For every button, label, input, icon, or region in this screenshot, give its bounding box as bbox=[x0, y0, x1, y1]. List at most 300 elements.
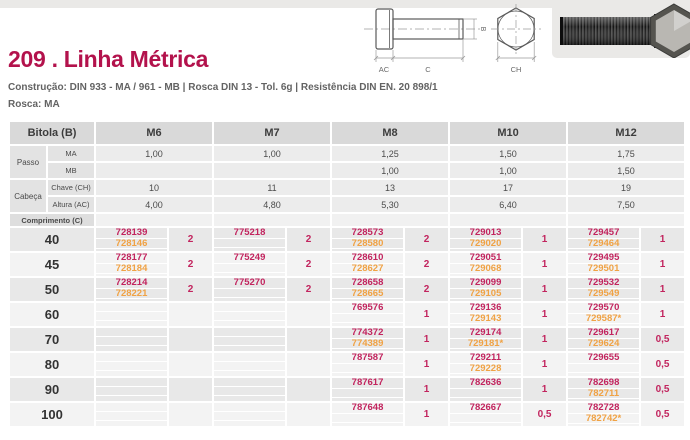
qty-cell: 1 bbox=[641, 228, 684, 251]
code-cell bbox=[568, 303, 639, 326]
code-strips bbox=[332, 353, 403, 376]
spec-value: 6,40 bbox=[450, 197, 566, 212]
spec-sub-label: MA bbox=[48, 146, 94, 161]
qty-cell: 0,5 bbox=[641, 353, 684, 376]
product-code-mb: 729143 bbox=[450, 314, 521, 324]
product-code-ma: 728573 bbox=[332, 228, 403, 238]
code-cell bbox=[214, 303, 285, 326]
qty-cell: 0,5 bbox=[523, 403, 566, 426]
spec-group-label: Passo bbox=[10, 146, 46, 178]
product-code-ma: 787617 bbox=[332, 378, 403, 388]
product-code-mb: 774389 bbox=[332, 339, 403, 349]
code-strips bbox=[450, 303, 521, 326]
product-code-mb bbox=[450, 389, 521, 397]
code-strips bbox=[214, 278, 285, 301]
code-strip-spacer bbox=[96, 346, 167, 351]
code-strip-spacer bbox=[568, 424, 639, 426]
code-strips bbox=[332, 253, 403, 276]
qty-cell bbox=[169, 303, 212, 326]
dim-label-ch: CH bbox=[510, 65, 522, 74]
product-code-ma: 729099 bbox=[450, 278, 521, 288]
code-cell bbox=[450, 328, 521, 351]
qty-cell bbox=[169, 353, 212, 376]
size-header: M6 bbox=[96, 122, 212, 144]
product-code-mb bbox=[214, 337, 285, 345]
product-code-mb bbox=[214, 239, 285, 247]
spec-value bbox=[96, 163, 212, 178]
code-cell bbox=[96, 278, 167, 301]
qty-cell bbox=[287, 303, 330, 326]
code-strip-spacer bbox=[332, 323, 403, 327]
product-code-ma bbox=[96, 378, 167, 386]
code-strips bbox=[214, 378, 285, 401]
code-cell bbox=[214, 328, 285, 351]
product-code-mb: 728146 bbox=[96, 239, 167, 249]
qty-cell: 1 bbox=[523, 353, 566, 376]
code-strips bbox=[96, 378, 167, 401]
product-code-mb bbox=[332, 414, 403, 422]
code-strips bbox=[332, 278, 403, 301]
code-strip-spacer bbox=[214, 321, 285, 326]
product-code-mb bbox=[96, 412, 167, 420]
construction-spec: Construção: DIN 933 - MA / 961 - MB | Rosca DIN 13 - Tol. 6g | Resistência DIN EN. 20 898/1 bbox=[8, 82, 438, 93]
code-strips bbox=[332, 228, 403, 251]
code-strip-spacer bbox=[568, 249, 639, 251]
qty-cell bbox=[287, 353, 330, 376]
code-cell bbox=[568, 228, 639, 251]
bolt-technical-drawing bbox=[338, 2, 550, 84]
product-code-ma: 729570 bbox=[568, 303, 639, 313]
table-row bbox=[10, 353, 684, 376]
code-strips bbox=[568, 378, 639, 401]
qty-cell: 1 bbox=[523, 303, 566, 326]
code-strip-spacer bbox=[450, 349, 521, 351]
product-code-ma: 782698 bbox=[568, 378, 639, 388]
code-strips bbox=[96, 278, 167, 301]
code-cell bbox=[568, 353, 639, 376]
qty-cell: 2 bbox=[169, 253, 212, 276]
product-code-mb bbox=[214, 412, 285, 420]
code-strips bbox=[214, 353, 285, 376]
code-strip-spacer bbox=[450, 274, 521, 276]
code-strip-spacer bbox=[568, 324, 639, 326]
length-cell: 80 bbox=[10, 353, 94, 376]
product-code-ma: 769576 bbox=[332, 303, 403, 313]
qty-cell: 2 bbox=[405, 253, 448, 276]
code-strips bbox=[96, 228, 167, 251]
code-strip-spacer bbox=[214, 421, 285, 426]
code-strips bbox=[96, 328, 167, 351]
product-code-ma bbox=[214, 403, 285, 411]
code-strips bbox=[332, 403, 403, 426]
qty-cell: 2 bbox=[287, 253, 330, 276]
code-cell bbox=[96, 228, 167, 251]
code-strip-spacer bbox=[96, 421, 167, 426]
dim-label-ac: AC bbox=[378, 65, 390, 74]
page-title: 209 . Linha Métrica bbox=[8, 46, 209, 72]
length-header-spacer bbox=[332, 214, 448, 226]
code-strips bbox=[450, 278, 521, 301]
code-strip-spacer bbox=[568, 373, 639, 377]
qty-cell: 0,5 bbox=[641, 403, 684, 426]
product-code-mb: 729549 bbox=[568, 289, 639, 299]
spec-value: 17 bbox=[450, 180, 566, 195]
code-cell bbox=[450, 303, 521, 326]
qty-cell: 1 bbox=[523, 328, 566, 351]
code-cell bbox=[568, 278, 639, 301]
product-code-ma bbox=[214, 378, 285, 386]
length-header: Comprimento (C) bbox=[10, 214, 94, 226]
code-strip-spacer bbox=[332, 299, 403, 301]
product-code-mb: 729020 bbox=[450, 239, 521, 249]
spec-value: 11 bbox=[214, 180, 330, 195]
product-code-mb: 782742* bbox=[568, 414, 639, 424]
product-code-mb: 729181* bbox=[450, 339, 521, 349]
product-code-ma: 729495 bbox=[568, 253, 639, 263]
qty-cell: 1 bbox=[523, 378, 566, 401]
product-code-ma: 728610 bbox=[332, 253, 403, 263]
code-strips bbox=[96, 303, 167, 326]
size-header: M12 bbox=[568, 122, 684, 144]
spec-value: 7,50 bbox=[568, 197, 684, 212]
qty-cell: 1 bbox=[405, 403, 448, 426]
table-row bbox=[10, 303, 684, 326]
code-strips bbox=[96, 403, 167, 426]
table-row bbox=[10, 378, 684, 401]
code-strips bbox=[214, 403, 285, 426]
product-code-ma: 729013 bbox=[450, 228, 521, 238]
spec-group-label: Cabeça bbox=[10, 180, 46, 212]
code-strips bbox=[332, 303, 403, 326]
code-cell bbox=[568, 328, 639, 351]
code-strip-spacer bbox=[450, 423, 521, 427]
product-code-mb: 729624 bbox=[568, 339, 639, 349]
length-cell: 90 bbox=[10, 378, 94, 401]
code-strips bbox=[450, 378, 521, 401]
code-strips bbox=[214, 253, 285, 276]
product-code-mb: 728580 bbox=[332, 239, 403, 249]
product-code-mb bbox=[96, 362, 167, 370]
code-cell bbox=[332, 353, 403, 376]
product-code-mb bbox=[450, 414, 521, 422]
length-header-spacer bbox=[450, 214, 566, 226]
spec-value: 4,80 bbox=[214, 197, 330, 212]
code-strip-spacer bbox=[214, 346, 285, 351]
qty-cell: 1 bbox=[523, 253, 566, 276]
code-strip-spacer bbox=[332, 274, 403, 276]
spec-sub-label: Chave (CH) bbox=[48, 180, 94, 195]
spec-value: 1,50 bbox=[568, 163, 684, 178]
table-header-row bbox=[10, 122, 684, 144]
product-code-mb: 729501 bbox=[568, 264, 639, 274]
product-code-ma bbox=[96, 403, 167, 411]
code-strips bbox=[568, 253, 639, 276]
dim-label-b: B bbox=[479, 26, 486, 32]
code-cell bbox=[332, 303, 403, 326]
qty-cell bbox=[169, 328, 212, 351]
code-strips bbox=[450, 353, 521, 376]
product-code-mb: 728627 bbox=[332, 264, 403, 274]
product-code-mb: 782711 bbox=[568, 389, 639, 399]
code-strip-spacer bbox=[568, 399, 639, 401]
product-code-mb: 729587* bbox=[568, 314, 639, 324]
spec-sub-label: Altura (AC) bbox=[48, 197, 94, 212]
qty-cell: 1 bbox=[405, 328, 448, 351]
code-strip-spacer bbox=[214, 273, 285, 277]
qty-cell: 1 bbox=[405, 353, 448, 376]
product-code-ma: 729457 bbox=[568, 228, 639, 238]
spec-row bbox=[10, 197, 684, 212]
code-cell bbox=[96, 303, 167, 326]
code-strip-spacer bbox=[214, 396, 285, 401]
code-strips bbox=[450, 328, 521, 351]
product-code-ma: 774372 bbox=[332, 328, 403, 338]
qty-cell: 1 bbox=[523, 228, 566, 251]
product-code-mb bbox=[214, 312, 285, 320]
qty-cell: 1 bbox=[641, 303, 684, 326]
length-header-spacer bbox=[214, 214, 330, 226]
code-cell bbox=[214, 378, 285, 401]
code-cell bbox=[214, 228, 285, 251]
code-cell bbox=[568, 253, 639, 276]
size-header: M7 bbox=[214, 122, 330, 144]
code-strips bbox=[568, 353, 639, 376]
code-strip-spacer bbox=[568, 299, 639, 301]
code-strips bbox=[96, 353, 167, 376]
length-cell: 100 bbox=[10, 403, 94, 426]
product-code-mb: 728184 bbox=[96, 264, 167, 274]
table-row bbox=[10, 253, 684, 276]
qty-cell: 2 bbox=[169, 278, 212, 301]
spec-row bbox=[10, 180, 684, 195]
code-strip-spacer bbox=[450, 324, 521, 326]
qty-cell: 2 bbox=[169, 228, 212, 251]
qty-cell: 1 bbox=[523, 278, 566, 301]
product-code-mb: 729228 bbox=[450, 364, 521, 374]
product-code-mb bbox=[332, 314, 403, 322]
bolt-product-photo bbox=[552, 0, 690, 58]
product-code-ma bbox=[96, 353, 167, 361]
code-strips bbox=[96, 253, 167, 276]
product-code-mb bbox=[96, 337, 167, 345]
spec-value: 13 bbox=[332, 180, 448, 195]
spec-sub-label: MB bbox=[48, 163, 94, 178]
code-strips bbox=[214, 303, 285, 326]
code-cell bbox=[332, 278, 403, 301]
product-code-mb bbox=[214, 362, 285, 370]
product-code-ma: 775249 bbox=[214, 253, 285, 263]
spec-value: 1,00 bbox=[450, 163, 566, 178]
code-cell bbox=[450, 353, 521, 376]
code-cell bbox=[96, 403, 167, 426]
product-code-ma bbox=[96, 328, 167, 336]
product-code-ma: 728658 bbox=[332, 278, 403, 288]
code-cell bbox=[450, 228, 521, 251]
code-strip-spacer bbox=[332, 373, 403, 377]
shaft-shading bbox=[560, 17, 656, 45]
spec-value: 1,00 bbox=[332, 163, 448, 178]
code-strip-spacer bbox=[332, 398, 403, 402]
table-row bbox=[10, 278, 684, 301]
code-cell bbox=[332, 403, 403, 426]
product-code-ma bbox=[214, 303, 285, 311]
product-code-ma: 782728 bbox=[568, 403, 639, 413]
qty-cell: 1 bbox=[405, 303, 448, 326]
code-strip-spacer bbox=[450, 374, 521, 376]
spec-value: 4,00 bbox=[96, 197, 212, 212]
code-strip-spacer bbox=[450, 398, 521, 402]
code-cell bbox=[96, 353, 167, 376]
spec-value: 1,00 bbox=[96, 146, 212, 161]
qty-cell: 2 bbox=[287, 228, 330, 251]
code-strip-spacer bbox=[214, 371, 285, 376]
qty-cell: 0,5 bbox=[641, 378, 684, 401]
code-strips bbox=[568, 403, 639, 426]
bitola-header: Bitola (B) bbox=[10, 122, 94, 144]
qty-cell: 2 bbox=[287, 278, 330, 301]
code-cell bbox=[214, 253, 285, 276]
shaft-end bbox=[560, 17, 563, 45]
code-strips bbox=[450, 403, 521, 426]
qty-cell: 2 bbox=[405, 278, 448, 301]
spec-row bbox=[10, 163, 684, 178]
spec-value: 1,50 bbox=[450, 146, 566, 161]
code-strips bbox=[332, 378, 403, 401]
code-strip-spacer bbox=[96, 299, 167, 301]
code-cell bbox=[214, 353, 285, 376]
code-strips bbox=[450, 228, 521, 251]
product-code-mb bbox=[214, 387, 285, 395]
code-strip-spacer bbox=[568, 349, 639, 351]
product-code-mb: 729068 bbox=[450, 264, 521, 274]
product-code-ma: 782667 bbox=[450, 403, 521, 413]
code-strip-spacer bbox=[96, 321, 167, 326]
product-code-mb: 729105 bbox=[450, 289, 521, 299]
length-cell: 70 bbox=[10, 328, 94, 351]
product-code-ma: 728214 bbox=[96, 278, 167, 288]
code-strip-spacer bbox=[332, 423, 403, 427]
spec-value: 1,75 bbox=[568, 146, 684, 161]
code-cell bbox=[214, 403, 285, 426]
thread-note: Rosca: MA bbox=[8, 99, 60, 110]
product-code-ma: 729532 bbox=[568, 278, 639, 288]
product-code-mb bbox=[568, 364, 639, 372]
length-cell: 50 bbox=[10, 278, 94, 301]
code-cell bbox=[450, 378, 521, 401]
product-code-ma: 775218 bbox=[214, 228, 285, 238]
code-strip-spacer bbox=[332, 249, 403, 251]
length-header-spacer bbox=[96, 214, 212, 226]
qty-cell bbox=[287, 403, 330, 426]
code-strips bbox=[568, 303, 639, 326]
product-code-ma bbox=[214, 353, 285, 361]
code-cell bbox=[568, 403, 639, 426]
table-row bbox=[10, 328, 684, 351]
code-strips bbox=[568, 278, 639, 301]
code-cell bbox=[96, 328, 167, 351]
length-header-spacer bbox=[568, 214, 684, 226]
product-code-mb: 728221 bbox=[96, 289, 167, 299]
bolt-photo-svg bbox=[552, 0, 690, 58]
qty-cell bbox=[169, 378, 212, 401]
code-strip-spacer bbox=[214, 248, 285, 252]
spec-value: 5,30 bbox=[332, 197, 448, 212]
code-strip-spacer bbox=[96, 371, 167, 376]
product-code-mb bbox=[332, 364, 403, 372]
length-cell: 40 bbox=[10, 228, 94, 251]
product-code-ma bbox=[96, 303, 167, 311]
code-strip-spacer bbox=[332, 349, 403, 351]
product-code-ma: 775270 bbox=[214, 278, 285, 288]
code-strip-spacer bbox=[96, 274, 167, 276]
code-strip-spacer bbox=[214, 298, 285, 302]
code-cell bbox=[214, 278, 285, 301]
spec-value bbox=[214, 163, 330, 178]
table-row bbox=[10, 403, 684, 426]
code-strips bbox=[214, 228, 285, 251]
product-code-mb bbox=[214, 264, 285, 272]
code-cell bbox=[96, 378, 167, 401]
code-cell bbox=[568, 378, 639, 401]
spec-value: 1,00 bbox=[214, 146, 330, 161]
code-strips bbox=[568, 328, 639, 351]
qty-cell bbox=[287, 328, 330, 351]
product-code-ma: 729174 bbox=[450, 328, 521, 338]
qty-cell bbox=[169, 403, 212, 426]
product-code-ma: 729655 bbox=[568, 353, 639, 363]
spec-row bbox=[10, 146, 684, 161]
product-code-ma: 729617 bbox=[568, 328, 639, 338]
product-code-ma: 787587 bbox=[332, 353, 403, 363]
product-code-mb bbox=[96, 312, 167, 320]
catalog-table bbox=[8, 120, 686, 428]
dim-label-c: C bbox=[425, 65, 431, 74]
product-code-ma: 728139 bbox=[96, 228, 167, 238]
code-strip-spacer bbox=[450, 249, 521, 251]
code-strips bbox=[450, 253, 521, 276]
table-row bbox=[10, 228, 684, 251]
product-code-mb bbox=[332, 389, 403, 397]
qty-cell bbox=[287, 378, 330, 401]
product-code-mb bbox=[96, 387, 167, 395]
spec-value: 10 bbox=[96, 180, 212, 195]
length-header-row bbox=[10, 214, 684, 226]
spec-value: 1,25 bbox=[332, 146, 448, 161]
product-code-ma: 729051 bbox=[450, 253, 521, 263]
qty-cell: 1 bbox=[641, 253, 684, 276]
code-strip-spacer bbox=[96, 249, 167, 251]
product-code-ma: 729136 bbox=[450, 303, 521, 313]
spec-value: 19 bbox=[568, 180, 684, 195]
code-cell bbox=[450, 253, 521, 276]
code-strip-spacer bbox=[450, 299, 521, 301]
code-cell bbox=[332, 253, 403, 276]
length-cell: 60 bbox=[10, 303, 94, 326]
product-code-ma: 787648 bbox=[332, 403, 403, 413]
code-strip-spacer bbox=[96, 396, 167, 401]
code-cell bbox=[450, 278, 521, 301]
code-strips bbox=[332, 328, 403, 351]
qty-cell: 1 bbox=[641, 278, 684, 301]
code-cell bbox=[332, 378, 403, 401]
code-cell bbox=[332, 328, 403, 351]
product-code-mb: 728665 bbox=[332, 289, 403, 299]
product-code-mb bbox=[214, 289, 285, 297]
size-header: M8 bbox=[332, 122, 448, 144]
code-strips bbox=[568, 228, 639, 251]
size-header: M10 bbox=[450, 122, 566, 144]
qty-cell: 1 bbox=[405, 378, 448, 401]
